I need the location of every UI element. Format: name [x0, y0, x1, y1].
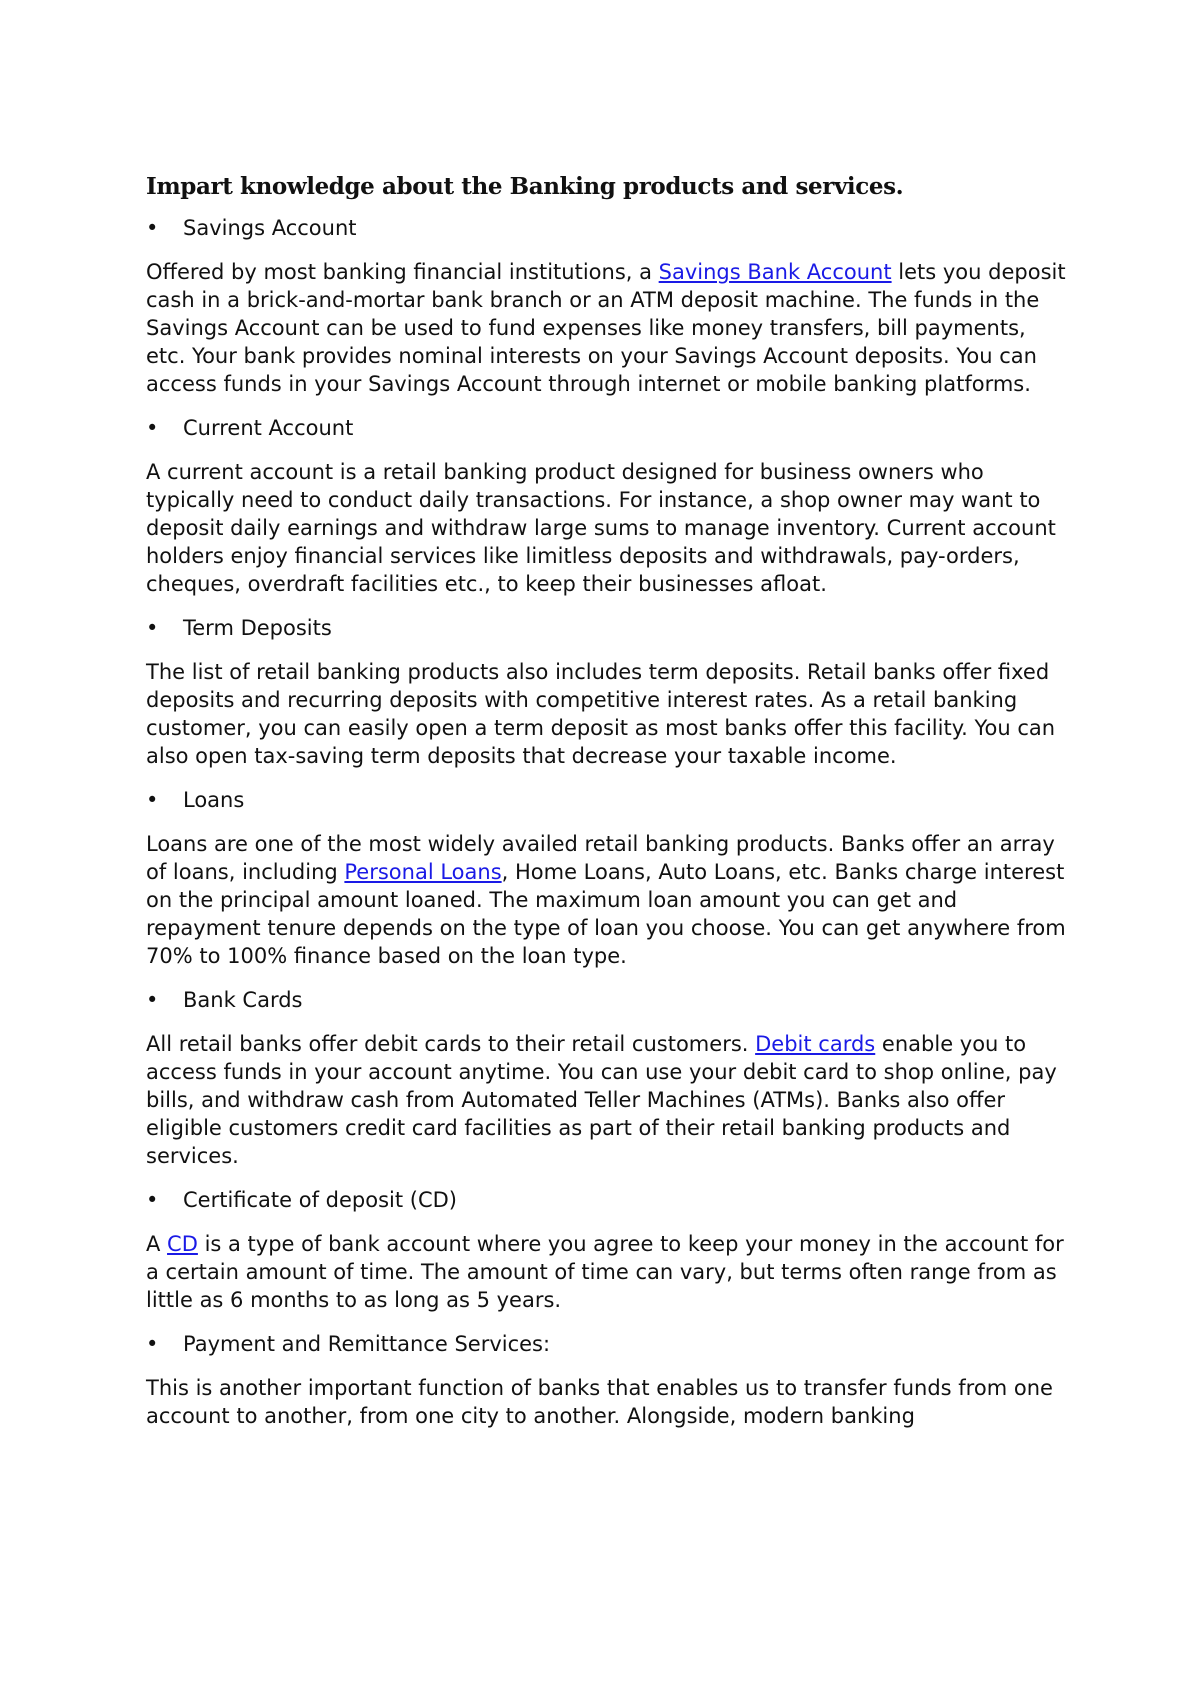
paragraph-payment-remittance: This is another important function of banks that enables us to transfer funds from one account to another, from one city to another. Alongside, modern banking	[146, 1376, 1053, 1428]
paragraph-text: Loans are one of the most widely availed retail banking products. Banks offer an array of loans, including	[146, 832, 1055, 884]
bullet-icon: •	[146, 616, 159, 640]
paragraph-text: , Home Loans, Auto Loans, etc. Banks charge interest on the principal amount loaned. The maximum loan amount you can get and repayment tenure depends on the type of loan you choose. You can get anywhere from 70% to 100% finance based on the loan type.	[146, 860, 1066, 968]
bullet-item-certificate-of-deposit	[146, 1186, 1071, 1214]
bullet-heading: Savings Account	[183, 216, 357, 240]
paragraph-text: All retail banks offer debit cards to their retail customers.	[146, 1032, 756, 1056]
bullet-item-current-account	[146, 414, 1071, 442]
paragraph-loans	[146, 830, 1071, 970]
bullet-heading: Certificate of deposit (CD)	[183, 1188, 458, 1212]
bullet-icon: •	[146, 416, 159, 440]
debit-cards-link[interactable]: Debit cards	[755, 1032, 876, 1056]
personal-loans-link[interactable]: Personal Loans	[344, 860, 502, 884]
document-body	[146, 172, 1071, 1446]
bullet-item-payment-remittance	[146, 1330, 1071, 1358]
bullet-item-loans	[146, 786, 1071, 814]
savings-bank-account-link[interactable]: Savings Bank Account	[658, 260, 892, 284]
bullet-icon: •	[146, 1188, 159, 1212]
paragraph-certificate-of-deposit	[146, 1230, 1071, 1314]
bullet-heading: Current Account	[183, 416, 354, 440]
document-title: Impart knowledge about the Banking products and services.	[146, 173, 904, 200]
paragraph-bank-cards	[146, 1030, 1071, 1170]
bullet-icon: •	[146, 216, 159, 240]
paragraph-text: is a type of bank account where you agree to keep your money in the account for a certain amount of time. The amount of time can vary, but terms often range from as little as 6 months to as long as 5 years.	[146, 1232, 1064, 1312]
bullet-icon: •	[146, 1332, 159, 1356]
bullet-item-bank-cards	[146, 986, 1071, 1014]
paragraph-term-deposits: The list of retail banking products also includes term deposits. Retail banks offer fixed deposits and recurring deposits with competitive interest rates. As a retail banking customer, you can easily open a term deposit as most banks offer this facility. You can also open tax-saving term deposits that decrease your taxable income.	[146, 660, 1056, 768]
paragraph-text: lets you deposit cash in a brick-and-mortar bank branch or an ATM deposit machine. The funds in the Savings Account can be used to fund expenses like money transfers, bill payments, etc. Your bank provides nominal interests on your Savings Account deposits. You can access funds in your Savings Account through internet or mobile banking platforms.	[146, 260, 1066, 396]
bullet-item-term-deposits	[146, 614, 1071, 642]
paragraph-current-account: A current account is a retail banking product designed for business owners who typically need to conduct daily transactions. For instance, a shop owner may want to deposit daily earnings and withdraw large sums to manage inventory. Current account holders enjoy financial services like limitless deposits and withdrawals, pay-orders, cheques, overdraft facilities etc., to keep their businesses afloat.	[146, 460, 1056, 596]
bullet-heading: Loans	[183, 788, 245, 812]
bullet-heading: Payment and Remittance Services:	[183, 1332, 551, 1356]
paragraph-savings-account	[146, 258, 1071, 398]
paragraph-text: A	[146, 1232, 168, 1256]
bullet-icon: •	[146, 788, 159, 812]
bullet-item-savings-account	[146, 214, 1071, 242]
paragraph-text: Offered by most banking financial institutions, a	[146, 260, 659, 284]
paragraph-text: enable you to access funds in your account anytime. You can use your debit card to shop online, pay bills, and withdraw cash from Automated Teller Machines (ATMs). Banks also offer eligible customers credit card facilities as part of their retail banking products and services.	[146, 1032, 1057, 1168]
cd-link[interactable]: CD	[167, 1232, 198, 1256]
bullet-icon: •	[146, 988, 159, 1012]
bullet-heading: Term Deposits	[183, 616, 332, 640]
bullet-heading: Bank Cards	[183, 988, 303, 1012]
